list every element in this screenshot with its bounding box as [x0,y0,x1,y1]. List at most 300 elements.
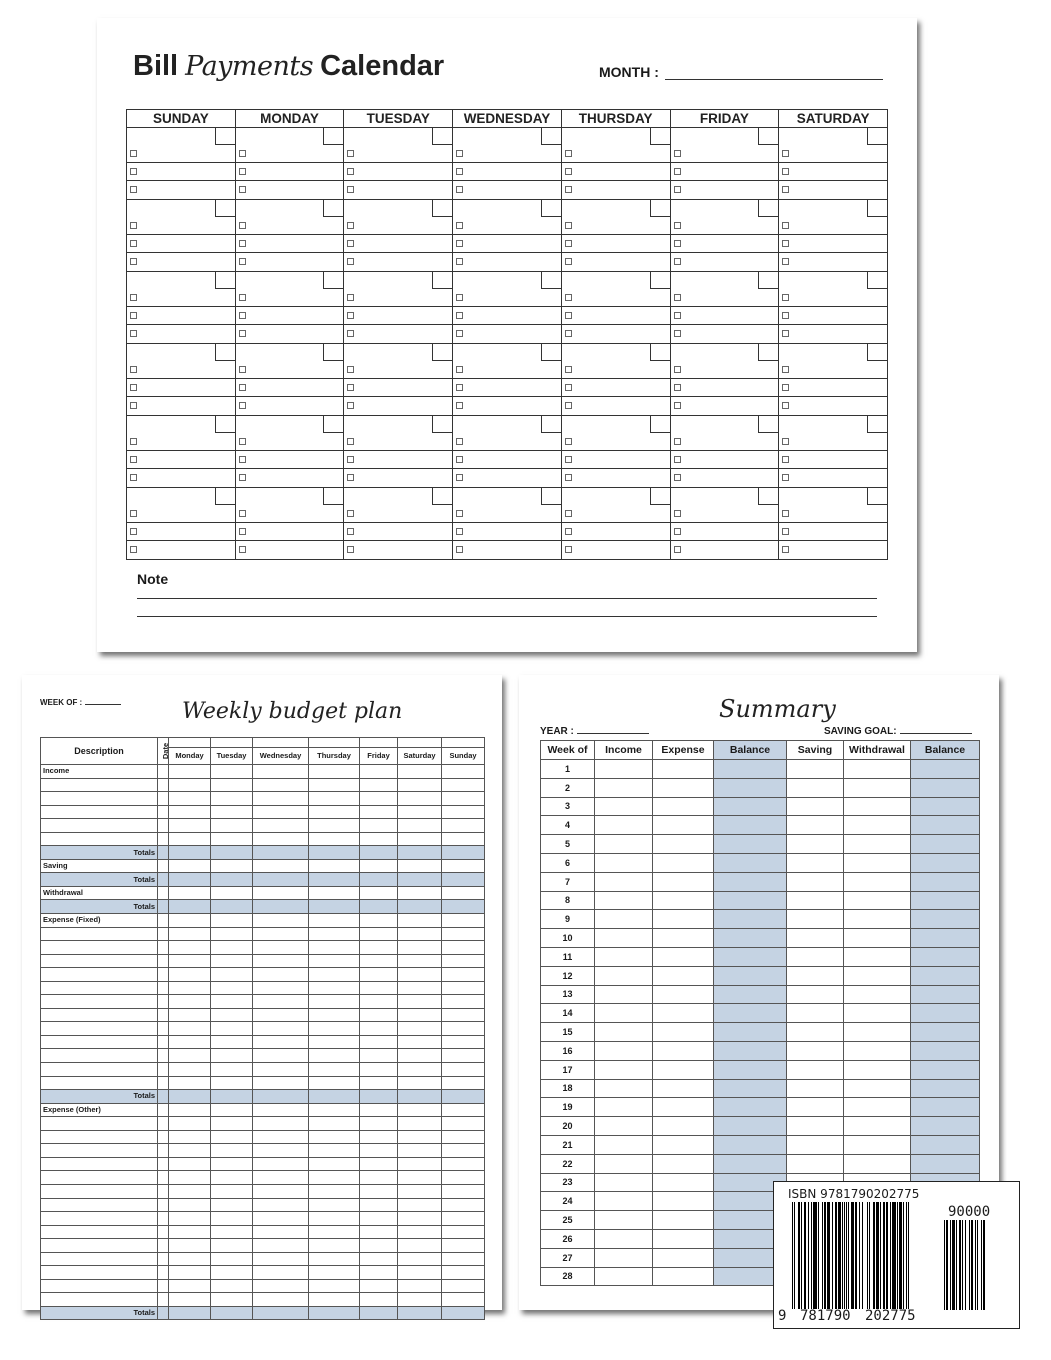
summary-cell[interactable] [787,947,844,966]
budget-cell[interactable] [211,1293,253,1307]
bill-checkbox[interactable] [130,402,137,409]
summary-cell[interactable] [714,985,787,1004]
budget-cell[interactable] [253,1008,309,1022]
budget-cell[interactable] [309,954,360,968]
summary-cell[interactable] [595,1023,653,1042]
budget-cell[interactable] [309,1022,360,1036]
summary-cell[interactable] [714,1098,787,1117]
bill-checkbox[interactable] [782,528,789,535]
summary-cell[interactable] [911,947,980,966]
bill-line[interactable] [236,163,344,181]
bill-checkbox[interactable] [130,240,137,247]
budget-cell[interactable] [211,968,253,982]
bill-checkbox[interactable] [565,312,572,319]
budget-cell[interactable] [253,995,309,1009]
summary-cell[interactable] [653,760,714,779]
budget-cell[interactable] [442,1306,485,1320]
summary-cell[interactable] [787,1004,844,1023]
description-cell[interactable] [41,792,158,806]
budget-cell[interactable] [360,1049,398,1063]
summary-cell[interactable] [653,1192,714,1211]
summary-cell[interactable] [595,1173,653,1192]
budget-cell[interactable] [253,1266,309,1280]
budget-cell[interactable] [360,765,398,779]
bill-checkbox[interactable] [782,294,789,301]
bill-line[interactable] [453,253,561,271]
budget-cell[interactable] [309,1212,360,1226]
budget-cell[interactable] [253,1279,309,1293]
budget-cell[interactable] [211,1008,253,1022]
budget-cell[interactable] [309,1171,360,1185]
bill-line[interactable] [779,163,887,181]
budget-cell[interactable] [253,981,309,995]
bill-checkbox[interactable] [239,528,246,535]
bill-checkbox[interactable] [565,186,572,193]
bill-line[interactable] [671,361,779,379]
summary-cell[interactable] [911,910,980,929]
budget-cell[interactable] [169,792,211,806]
budget-cell[interactable] [253,1198,309,1212]
budget-cell[interactable] [211,1130,253,1144]
summary-cell[interactable] [653,835,714,854]
bill-line[interactable] [779,469,887,487]
budget-cell[interactable] [442,954,485,968]
budget-cell[interactable] [442,941,485,955]
summary-cell[interactable] [595,929,653,948]
bill-checkbox[interactable] [782,384,789,391]
bill-checkbox[interactable] [674,330,681,337]
budget-cell[interactable] [309,1293,360,1307]
budget-cell[interactable] [398,927,442,941]
summary-cell[interactable] [595,1267,653,1286]
description-cell[interactable] [41,954,158,968]
budget-cell[interactable] [169,1103,211,1117]
date-number-box[interactable] [758,344,778,361]
summary-cell[interactable] [911,1023,980,1042]
day-cell[interactable] [127,488,236,560]
bill-line[interactable] [779,433,887,451]
bill-checkbox[interactable] [565,510,572,517]
budget-cell[interactable] [309,981,360,995]
summary-cell[interactable] [911,891,980,910]
description-cell[interactable] [41,1144,158,1158]
bill-line[interactable] [562,181,670,199]
day-cell[interactable] [344,344,453,416]
budget-cell[interactable] [169,1293,211,1307]
description-cell[interactable] [41,1035,158,1049]
budget-cell[interactable] [211,1239,253,1253]
budget-cell[interactable] [398,1293,442,1307]
description-cell[interactable] [41,1293,158,1307]
description-cell[interactable] [41,1184,158,1198]
bill-line[interactable] [671,325,779,343]
summary-cell[interactable] [595,985,653,1004]
budget-cell[interactable] [211,846,253,860]
day-cell[interactable] [127,344,236,416]
budget-cell[interactable] [442,765,485,779]
budget-cell[interactable] [360,1252,398,1266]
bill-line[interactable] [344,469,452,487]
bill-checkbox[interactable] [130,150,137,157]
summary-cell[interactable] [844,1135,911,1154]
bill-line[interactable] [779,307,887,325]
date-number-box[interactable] [758,200,778,217]
summary-cell[interactable] [787,835,844,854]
week-of-field[interactable] [40,698,121,707]
summary-cell[interactable] [714,1117,787,1136]
budget-cell[interactable] [253,1076,309,1090]
budget-cell[interactable] [398,1266,442,1280]
budget-cell[interactable] [253,1063,309,1077]
summary-cell[interactable] [911,1004,980,1023]
bill-line[interactable] [127,361,235,379]
bill-line[interactable] [671,505,779,523]
bill-checkbox[interactable] [456,330,463,337]
day-cell[interactable] [453,488,562,560]
budget-cell[interactable] [442,1117,485,1131]
bill-checkbox[interactable] [130,330,137,337]
summary-cell[interactable] [595,947,653,966]
budget-cell[interactable] [158,805,169,819]
budget-cell[interactable] [169,927,211,941]
budget-cell[interactable] [442,1157,485,1171]
bill-checkbox[interactable] [239,150,246,157]
bill-checkbox[interactable] [347,186,354,193]
budget-cell[interactable] [360,1184,398,1198]
saving-goal-blank-line[interactable] [900,733,972,734]
bill-checkbox[interactable] [456,186,463,193]
date-number-box[interactable] [323,488,343,505]
date-number-box[interactable] [650,272,670,289]
budget-cell[interactable] [211,1090,253,1104]
bill-checkbox[interactable] [239,186,246,193]
budget-cell[interactable] [169,778,211,792]
summary-cell[interactable] [595,778,653,797]
bill-checkbox[interactable] [674,258,681,265]
bill-line[interactable] [453,397,561,415]
budget-cell[interactable] [360,1117,398,1131]
budget-cell[interactable] [253,1103,309,1117]
summary-cell[interactable] [595,872,653,891]
budget-cell[interactable] [158,1171,169,1185]
budget-cell[interactable] [158,1252,169,1266]
bill-checkbox[interactable] [674,150,681,157]
summary-cell[interactable] [653,910,714,929]
budget-cell[interactable] [442,1130,485,1144]
bill-line[interactable] [344,361,452,379]
budget-cell[interactable] [211,792,253,806]
bill-line[interactable] [671,523,779,541]
bill-line[interactable] [562,325,670,343]
bill-checkbox[interactable] [782,330,789,337]
summary-cell[interactable] [787,1098,844,1117]
description-cell[interactable] [41,805,158,819]
summary-cell[interactable] [787,1041,844,1060]
bill-checkbox[interactable] [130,258,137,265]
date-number-box[interactable] [215,200,235,217]
budget-cell[interactable] [360,1266,398,1280]
bill-checkbox[interactable] [239,294,246,301]
date-number-box[interactable] [867,344,887,361]
budget-cell[interactable] [169,819,211,833]
budget-cell[interactable] [158,1198,169,1212]
bill-line[interactable] [344,253,452,271]
bill-checkbox[interactable] [565,474,572,481]
budget-cell[interactable] [169,914,211,928]
budget-cell[interactable] [253,1035,309,1049]
budget-cell[interactable] [158,1035,169,1049]
budget-cell[interactable] [169,1252,211,1266]
day-cell[interactable] [235,344,344,416]
budget-cell[interactable] [253,792,309,806]
summary-cell[interactable] [653,853,714,872]
date-number-box[interactable] [215,344,235,361]
bill-checkbox[interactable] [239,222,246,229]
bill-line[interactable] [562,379,670,397]
bill-checkbox[interactable] [347,168,354,175]
bill-checkbox[interactable] [782,510,789,517]
budget-cell[interactable] [158,792,169,806]
summary-cell[interactable] [595,1248,653,1267]
bill-checkbox[interactable] [456,222,463,229]
bill-checkbox[interactable] [782,312,789,319]
note-line[interactable] [137,616,877,617]
budget-cell[interactable] [169,873,211,887]
budget-cell[interactable] [360,846,398,860]
bill-checkbox[interactable] [347,438,354,445]
budget-cell[interactable] [169,941,211,955]
budget-cell[interactable] [169,805,211,819]
bill-checkbox[interactable] [782,222,789,229]
budget-cell[interactable] [211,1279,253,1293]
budget-cell[interactable] [442,1239,485,1253]
summary-cell[interactable] [653,1098,714,1117]
budget-cell[interactable] [253,846,309,860]
budget-cell[interactable] [253,1157,309,1171]
budget-cell[interactable] [158,1076,169,1090]
bill-line[interactable] [236,145,344,163]
budget-cell[interactable] [253,1144,309,1158]
bill-checkbox[interactable] [239,474,246,481]
budget-cell[interactable] [398,805,442,819]
bill-line[interactable] [236,505,344,523]
summary-cell[interactable] [595,835,653,854]
budget-cell[interactable] [211,1022,253,1036]
budget-cell[interactable] [253,1184,309,1198]
bill-line[interactable] [453,541,561,559]
budget-cell[interactable] [442,1022,485,1036]
bill-line[interactable] [236,253,344,271]
budget-cell[interactable] [309,1266,360,1280]
bill-line[interactable] [779,235,887,253]
summary-cell[interactable] [714,1041,787,1060]
budget-cell[interactable] [158,1266,169,1280]
bill-checkbox[interactable] [347,240,354,247]
bill-line[interactable] [236,433,344,451]
bill-line[interactable] [779,541,887,559]
bill-line[interactable] [236,325,344,343]
bill-line[interactable] [453,181,561,199]
budget-cell[interactable] [309,1239,360,1253]
budget-cell[interactable] [309,1252,360,1266]
budget-cell[interactable] [158,832,169,846]
description-cell[interactable] [41,1130,158,1144]
summary-cell[interactable] [787,891,844,910]
bill-checkbox[interactable] [456,150,463,157]
bill-line[interactable] [344,541,452,559]
budget-cell[interactable] [158,981,169,995]
description-cell[interactable] [41,1008,158,1022]
date-number-box[interactable] [215,416,235,433]
bill-line[interactable] [127,163,235,181]
budget-cell[interactable] [211,1103,253,1117]
bill-checkbox[interactable] [782,546,789,553]
summary-cell[interactable] [844,1041,911,1060]
summary-cell[interactable] [844,797,911,816]
summary-cell[interactable] [911,778,980,797]
budget-cell[interactable] [360,1306,398,1320]
budget-cell[interactable] [253,1130,309,1144]
budget-cell[interactable] [398,1225,442,1239]
budget-cell[interactable] [169,1117,211,1131]
bill-line[interactable] [779,523,887,541]
bill-line[interactable] [236,181,344,199]
budget-cell[interactable] [360,1035,398,1049]
description-cell[interactable] [41,1239,158,1253]
summary-cell[interactable] [787,910,844,929]
bill-checkbox[interactable] [674,402,681,409]
budget-cell[interactable] [442,981,485,995]
bill-line[interactable] [127,307,235,325]
summary-cell[interactable] [844,853,911,872]
summary-cell[interactable] [653,1060,714,1079]
budget-cell[interactable] [398,995,442,1009]
budget-cell[interactable] [398,968,442,982]
bill-line[interactable] [671,289,779,307]
bill-checkbox[interactable] [239,240,246,247]
budget-cell[interactable] [309,1279,360,1293]
budget-cell[interactable] [398,819,442,833]
summary-cell[interactable] [911,760,980,779]
summary-cell[interactable] [595,853,653,872]
budget-cell[interactable] [360,1279,398,1293]
budget-cell[interactable] [309,819,360,833]
bill-line[interactable] [236,307,344,325]
summary-cell[interactable] [844,1117,911,1136]
day-cell[interactable] [344,200,453,272]
summary-cell[interactable] [911,1079,980,1098]
summary-cell[interactable] [595,1079,653,1098]
bill-checkbox[interactable] [565,330,572,337]
summary-cell[interactable] [595,966,653,985]
budget-cell[interactable] [253,914,309,928]
bill-line[interactable] [344,235,452,253]
budget-cell[interactable] [253,968,309,982]
month-blank-line[interactable] [665,79,883,80]
date-number-box[interactable] [867,128,887,145]
bill-line[interactable] [127,253,235,271]
budget-cell[interactable] [442,1293,485,1307]
budget-cell[interactable] [309,1225,360,1239]
budget-cell[interactable] [169,954,211,968]
budget-cell[interactable] [158,1144,169,1158]
bill-line[interactable] [127,541,235,559]
summary-cell[interactable] [595,891,653,910]
bill-line[interactable] [562,145,670,163]
budget-cell[interactable] [360,1212,398,1226]
summary-cell[interactable] [595,910,653,929]
budget-cell[interactable] [253,927,309,941]
date-number-box[interactable] [867,200,887,217]
summary-cell[interactable] [844,778,911,797]
bill-checkbox[interactable] [674,546,681,553]
bill-checkbox[interactable] [347,474,354,481]
bill-line[interactable] [779,505,887,523]
summary-cell[interactable] [595,797,653,816]
bill-checkbox[interactable] [674,186,681,193]
bill-line[interactable] [779,379,887,397]
budget-cell[interactable] [442,778,485,792]
bill-line[interactable] [344,397,452,415]
bill-checkbox[interactable] [130,456,137,463]
bill-line[interactable] [127,289,235,307]
budget-cell[interactable] [309,1035,360,1049]
budget-cell[interactable] [360,941,398,955]
description-cell[interactable] [41,968,158,982]
budget-cell[interactable] [398,1008,442,1022]
budget-cell[interactable] [398,1103,442,1117]
budget-cell[interactable] [309,778,360,792]
budget-cell[interactable] [442,968,485,982]
date-number-box[interactable] [650,344,670,361]
bill-checkbox[interactable] [347,456,354,463]
budget-cell[interactable] [169,1008,211,1022]
bill-line[interactable] [344,145,452,163]
bill-checkbox[interactable] [130,186,137,193]
bill-checkbox[interactable] [456,528,463,535]
summary-cell[interactable] [653,1154,714,1173]
budget-cell[interactable] [360,805,398,819]
budget-cell[interactable] [169,832,211,846]
summary-cell[interactable] [787,929,844,948]
budget-cell[interactable] [169,1184,211,1198]
summary-cell[interactable] [653,1211,714,1230]
budget-cell[interactable] [169,1090,211,1104]
budget-cell[interactable] [211,1184,253,1198]
summary-cell[interactable] [787,853,844,872]
description-cell[interactable] [41,1049,158,1063]
summary-cell[interactable] [714,872,787,891]
day-cell[interactable] [779,344,888,416]
budget-cell[interactable] [442,1279,485,1293]
date-number-box[interactable] [432,344,452,361]
bill-checkbox[interactable] [456,258,463,265]
bill-checkbox[interactable] [130,528,137,535]
summary-cell[interactable] [787,1079,844,1098]
summary-cell[interactable] [844,816,911,835]
budget-cell[interactable] [253,1239,309,1253]
budget-cell[interactable] [158,1103,169,1117]
date-number-box[interactable] [650,200,670,217]
bill-line[interactable] [562,253,670,271]
bill-line[interactable] [127,523,235,541]
summary-cell[interactable] [787,760,844,779]
bill-line[interactable] [344,217,452,235]
bill-checkbox[interactable] [456,168,463,175]
bill-line[interactable] [562,163,670,181]
date-number-box[interactable] [323,416,343,433]
budget-cell[interactable] [211,900,253,914]
